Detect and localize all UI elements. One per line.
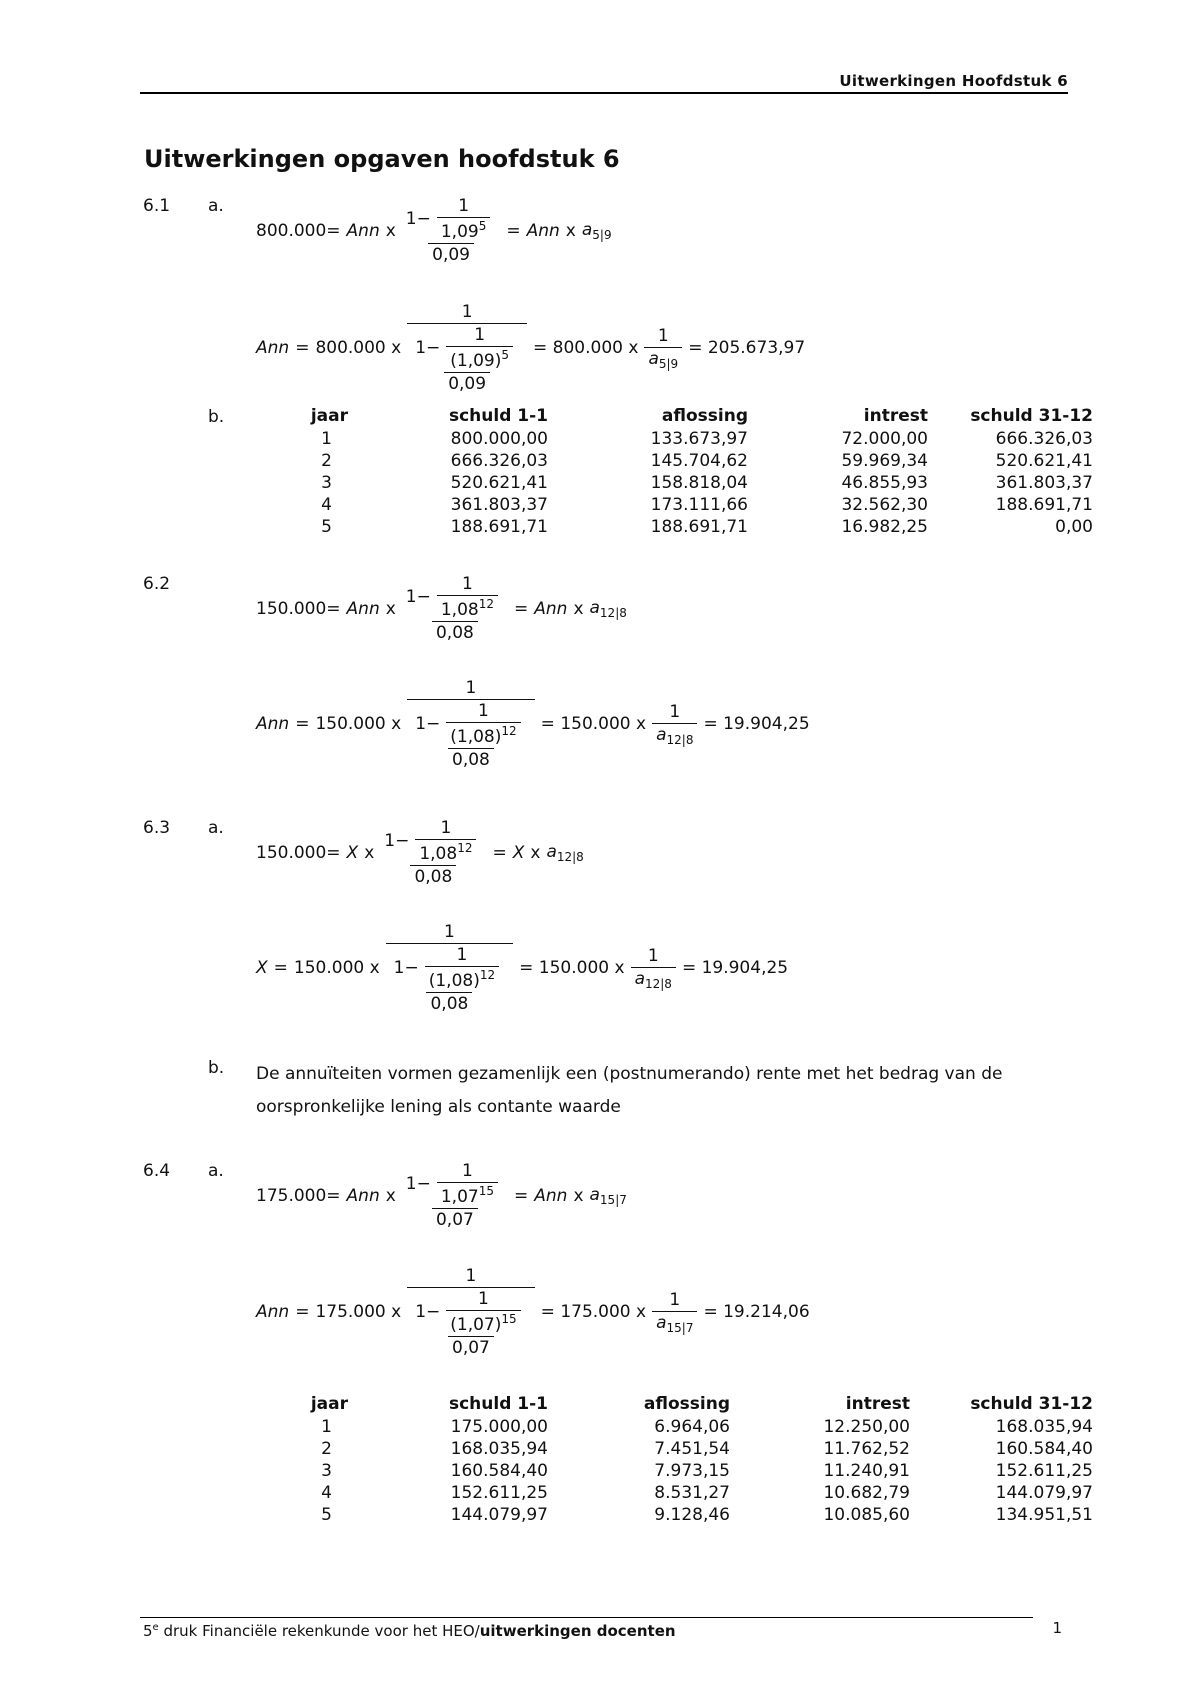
exercise-number: 6.2 bbox=[143, 574, 171, 594]
times-sign: x bbox=[364, 842, 375, 863]
times-sign: x bbox=[573, 1185, 584, 1206]
unknown-symbol: X bbox=[256, 958, 268, 978]
equation-6-3-a bbox=[256, 818, 590, 887]
equals-sign: = bbox=[514, 1185, 529, 1206]
subquestion-label: a. bbox=[208, 818, 224, 838]
running-header: Uitwerkingen Hoofdstuk 6 bbox=[839, 72, 1068, 90]
one-minus: 1− bbox=[405, 209, 431, 229]
reciprocal-fraction bbox=[407, 302, 527, 394]
inner-fraction: $\frac{1}{1,08^{12}}$ bbox=[437, 574, 498, 620]
footer-book-title: druk Financiële rekenkunde voor het HEO/ bbox=[158, 1622, 480, 1640]
footer-rule bbox=[140, 1617, 1033, 1618]
exercise-number: 6.3 bbox=[143, 818, 171, 838]
subquestion-label: a. bbox=[208, 196, 224, 216]
unknown-symbol: X bbox=[512, 842, 525, 863]
inner-denominator: 1,09$^5$ bbox=[437, 217, 491, 242]
edition-superscript: e bbox=[152, 1622, 159, 1633]
table-row: 2 666.326,03 145.704,62 59.969,34 520.621,41 bbox=[321, 451, 1093, 471]
table-row: 3 520.621,41 158.818,04 46.855,93 361.803,37 bbox=[321, 473, 1093, 493]
times-sign: x bbox=[573, 598, 584, 619]
equation-6-3-x bbox=[256, 922, 794, 1014]
subquestion-label: b. bbox=[208, 407, 225, 427]
header-rule bbox=[140, 92, 1068, 94]
annuity-symbol: Ann bbox=[346, 598, 380, 619]
result: = 19.904,25 bbox=[681, 958, 789, 978]
annuity-symbol: Ann bbox=[256, 1302, 290, 1322]
inner-fraction: $\frac{1}{(1,09)^5}$ bbox=[446, 325, 513, 371]
annuity-notation: $a_{12|8}$ bbox=[546, 841, 584, 864]
reciprocal-fraction: 1 1− $\frac{1}{(1,07)^{15}}$ 0,07 bbox=[407, 1266, 534, 1358]
annuity-symbol: Ann bbox=[526, 220, 560, 241]
equals-principal-times: = 800.000 x bbox=[533, 338, 639, 358]
reciprocal-fraction: 1 1− $\frac{1}{(1,08)^{12}}$ 0,08 bbox=[407, 678, 534, 770]
table-row: 1 175.000,00 6.964,06 12.250,00 168.035,94 bbox=[321, 1417, 1093, 1437]
column-header: schuld 31-12 bbox=[970, 406, 1093, 426]
equals-principal-times: = 150.000 x bbox=[540, 714, 647, 734]
subquestion-label: b. bbox=[208, 1058, 225, 1078]
table-row: 3 160.584,40 7.973,15 11.240,91 152.611,25 bbox=[321, 1461, 1093, 1481]
annuity-notation: $a_{5|9}$ bbox=[581, 219, 612, 242]
table-row: 1 800.000,00 133.673,97 72.000,00 666.326,03 bbox=[321, 429, 1093, 449]
equals-sign: = bbox=[273, 958, 288, 978]
column-header: jaar bbox=[310, 406, 348, 426]
equals-sign: = bbox=[295, 714, 310, 734]
exercise-number: 6.1 bbox=[143, 196, 171, 216]
column-header: jaar bbox=[310, 1394, 348, 1414]
footer-bold-label: uitwerkingen docenten bbox=[479, 1622, 676, 1640]
principal-times: 150.000 x bbox=[315, 714, 402, 734]
fraction-denominator: 0,09 bbox=[428, 243, 474, 265]
page-number: 1 bbox=[1052, 1619, 1062, 1637]
factor-denominator: 0,09 bbox=[444, 372, 490, 394]
equation-lhs: 150.000= bbox=[256, 842, 341, 863]
table-header-row bbox=[232, 404, 1093, 428]
exercise-number: 6.4 bbox=[143, 1161, 171, 1181]
annuity-factor-fraction bbox=[402, 196, 501, 265]
table-row: 2 168.035,94 7.451,54 11.762,52 160.584,40 bbox=[321, 1439, 1093, 1459]
annuity-notation: $a_{12|8}$ bbox=[589, 597, 627, 620]
fraction-numerator: 1 bbox=[461, 302, 473, 322]
equation-6-4-ann bbox=[256, 1266, 816, 1358]
result: = 19.214,06 bbox=[703, 1302, 810, 1322]
table-row: 4 152.611,25 8.531,27 10.682,79 144.079,97 bbox=[321, 1483, 1093, 1503]
equation-6-2-a bbox=[256, 574, 633, 643]
annuity-symbol: Ann bbox=[256, 338, 290, 358]
times-sign: x bbox=[385, 1185, 396, 1206]
equals-sign: = bbox=[295, 338, 310, 358]
equals-principal-times: = 150.000 x bbox=[519, 958, 625, 978]
inner-fraction bbox=[437, 196, 491, 242]
column-header: intrest bbox=[863, 406, 928, 426]
table-row: 4 361.803,37 173.111,66 32.562,30 188.691,71 bbox=[321, 495, 1093, 515]
equals-sign: = bbox=[492, 842, 507, 863]
fraction-denominator: 0,08 bbox=[432, 621, 478, 643]
equals-sign: = bbox=[514, 598, 529, 619]
unknown-symbol: X bbox=[346, 842, 359, 863]
equation-6-1-ann bbox=[256, 302, 811, 394]
explanation-paragraph bbox=[256, 1058, 1076, 1124]
table-header-row bbox=[232, 1392, 1093, 1416]
principal-times: 175.000 x bbox=[315, 1302, 402, 1322]
equals-sign: = bbox=[506, 220, 521, 241]
subquestion-label: a. bbox=[208, 1161, 224, 1181]
times-sign: x bbox=[530, 842, 541, 863]
reciprocal-fraction: 1 1− $\frac{1}{(1,08)^{12}}$ 0,08 bbox=[386, 922, 513, 1014]
annuity-factor-fraction bbox=[411, 325, 523, 394]
fraction-numerator bbox=[402, 196, 501, 243]
footer-text bbox=[143, 1622, 676, 1640]
annuity-factor-fraction: 1− $\frac{1}{1,08^{12}}$ 0,08 bbox=[380, 818, 486, 887]
equation-6-2-ann bbox=[256, 678, 816, 770]
times-sign: x bbox=[385, 220, 396, 241]
reciprocal-annuity: $\frac{1}{a_{12|8}}$ bbox=[631, 946, 676, 991]
table-row: 5 144.079,97 9.128,46 10.085,60 134.951,51 bbox=[321, 1505, 1093, 1525]
times-sign: x bbox=[565, 220, 576, 241]
annuity-symbol: Ann bbox=[256, 714, 290, 734]
annuity-factor-fraction: 1− $\frac{1}{(1,08)^{12}}$ 0,08 bbox=[411, 701, 530, 770]
equation-lhs: 800.000= bbox=[256, 220, 341, 241]
fraction-denominator bbox=[407, 323, 527, 394]
edition-number: 5 bbox=[143, 1622, 153, 1640]
column-header: schuld 1-1 bbox=[448, 406, 548, 426]
principal-times: 800.000 x bbox=[315, 338, 402, 358]
page-title: Uitwerkingen opgaven hoofdstuk 6 bbox=[144, 145, 620, 173]
amortization-table-6-4 bbox=[232, 1392, 1093, 1526]
fraction-numerator: 1− $\frac{1}{1,08^{12}}$ bbox=[402, 574, 508, 621]
column-header: aflossing bbox=[661, 406, 748, 426]
result: = 19.904,25 bbox=[703, 714, 810, 734]
column-header: aflossing bbox=[643, 1394, 730, 1414]
annuity-factor-fraction bbox=[402, 574, 508, 643]
table-row: 5 188.691,71 188.691,71 16.982,25 0,00 bbox=[321, 517, 1093, 537]
annuity-symbol: Ann bbox=[534, 598, 568, 619]
equals-sign: = bbox=[295, 1302, 310, 1322]
column-header: schuld 31-12 bbox=[970, 1394, 1093, 1414]
inner-numerator: 1 bbox=[458, 196, 470, 216]
column-header: intrest bbox=[845, 1394, 910, 1414]
reciprocal-annuity: $\frac{1}{a_{5|9}}$ bbox=[644, 326, 682, 371]
equation-lhs: 175.000= bbox=[256, 1185, 341, 1206]
annuity-symbol: Ann bbox=[346, 220, 380, 241]
result: = 205.673,97 bbox=[688, 338, 806, 358]
equation-lhs: 150.000= bbox=[256, 598, 341, 619]
principal-times: 150.000 x bbox=[293, 958, 380, 978]
annuity-symbol: Ann bbox=[346, 1185, 380, 1206]
explanation-line: oorspronkelijke lening als contante waarde bbox=[256, 1097, 621, 1117]
annuity-notation: $a_{15|7}$ bbox=[589, 1184, 627, 1207]
equation-6-4-a bbox=[256, 1161, 633, 1230]
column-header: schuld 1-1 bbox=[448, 1394, 548, 1414]
times-sign: x bbox=[385, 598, 396, 619]
reciprocal-annuity: $\frac{1}{a_{12|8}}$ bbox=[652, 702, 697, 747]
amortization-table-6-1 bbox=[232, 404, 1093, 538]
equation-6-1-a bbox=[256, 196, 618, 265]
annuity-factor-fraction: 1− $\frac{1}{1,07^{15}}$ 0,07 bbox=[402, 1161, 508, 1230]
reciprocal-annuity: $\frac{1}{a_{15|7}}$ bbox=[652, 1290, 697, 1335]
annuity-symbol: Ann bbox=[534, 1185, 568, 1206]
equals-principal-times: = 175.000 x bbox=[540, 1302, 647, 1322]
explanation-line: De annuïteiten vormen gezamenlijk een (postnumerando) rente met het bedrag van de bbox=[256, 1064, 1003, 1084]
factor-numerator: 1− $\frac{1}{(1,09)^5}$ bbox=[411, 325, 523, 372]
